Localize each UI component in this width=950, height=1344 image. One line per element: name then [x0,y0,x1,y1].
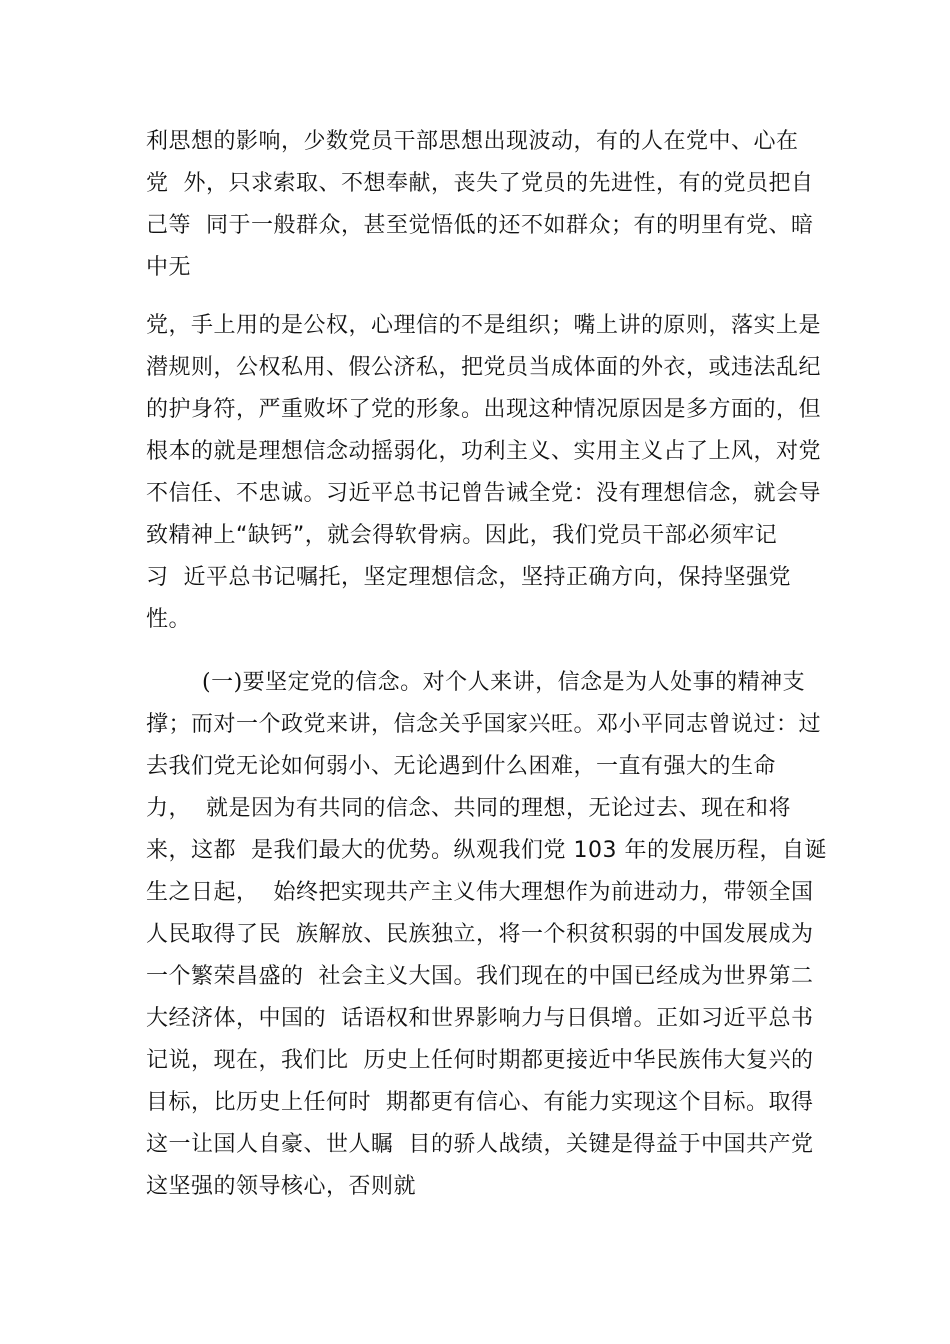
text-line: 性。 [146,607,192,632]
text-line: 中无 [146,255,192,280]
text-line: 这坚强的领导核心，否则就 [146,1174,417,1199]
text-line: 己等 同于一般群众，甚至觉悟低的还不如群众；有的明里有党、暗 [146,213,814,238]
text-line: 人民取得了民 族解放、民族独立，将一个积贫积弱的中国发展成为 [146,922,814,947]
text-line: 力， 就是因为有共同的信念、共同的理想，无论过去、现在和将 [146,796,791,821]
text-line: 去我们党无论如何弱小、无论遇到什么困难，一直有强大的生命 [146,754,777,779]
text-line: 撑；而对一个政党来讲，信念关乎国家兴旺。邓小平同志曾说过：过 [146,712,822,737]
text-run: 对个人来讲，信念是为人处事的精神支 [422,670,806,695]
text-line: 这一让国人自豪、世人瞩 目的骄人战绩，关键是得益于中国共产党 [146,1132,814,1157]
text-line: 来，这都 是我们最大的优势。纵观我们党 103 年的发展历程，自诞 [146,838,827,863]
text-line: 的护身符，严重败坏了党的形象。出现这种情况原因是多方面的，但 [146,397,822,422]
section-heading: (一)要坚定党的信念。 [202,670,423,695]
text-line: 致精神上“缺钙”，就会得软骨病。因此，我们党员干部必须牢记 [146,523,778,548]
text-line: 潜规则，公权私用、假公济私，把党员当成体面的外衣，或违法乱纪 [146,355,822,380]
text-line: 党，手上用的是公权，心理信的不是组织；嘴上讲的原则，落实上是 [146,313,822,338]
text-line: 不信任、不忠诚。习近平总书记曾告诫全党：没有理想信念，就会导 [146,481,822,506]
text-line: 党 外，只求索取、不想奉献，丧失了党员的先进性，有的党员把自 [146,171,814,196]
text-line: 根本的就是理想信念动摇弱化，功利主义、实用主义占了上风，对党 [146,439,822,464]
text-line-first [202,668,805,698]
text-line: 习 近平总书记嘱托，坚定理想信念，坚持正确方向，保持坚强党 [146,565,791,590]
text-line: 记说，现在，我们比 历史上任何时期都更接近中华民族伟大复兴的 [146,1048,814,1073]
text-line: 生之日起， 始终把实现共产主义伟大理想作为前进动力，带领全国 [146,880,814,905]
text-line: 一个繁荣昌盛的 社会主义大国。我们现在的中国已经成为世界第二 [146,964,814,989]
text-line: 大经济体，中国的 话语权和世界影响力与日俱增。正如习近平总书 [146,1006,814,1031]
text-line: 利思想的影响，少数党员干部思想出现波动，有的人在党中、心在 [146,129,799,154]
text-line: 目标，比历史上任何时 期都更有信心、有能力实现这个目标。取得 [146,1090,814,1115]
